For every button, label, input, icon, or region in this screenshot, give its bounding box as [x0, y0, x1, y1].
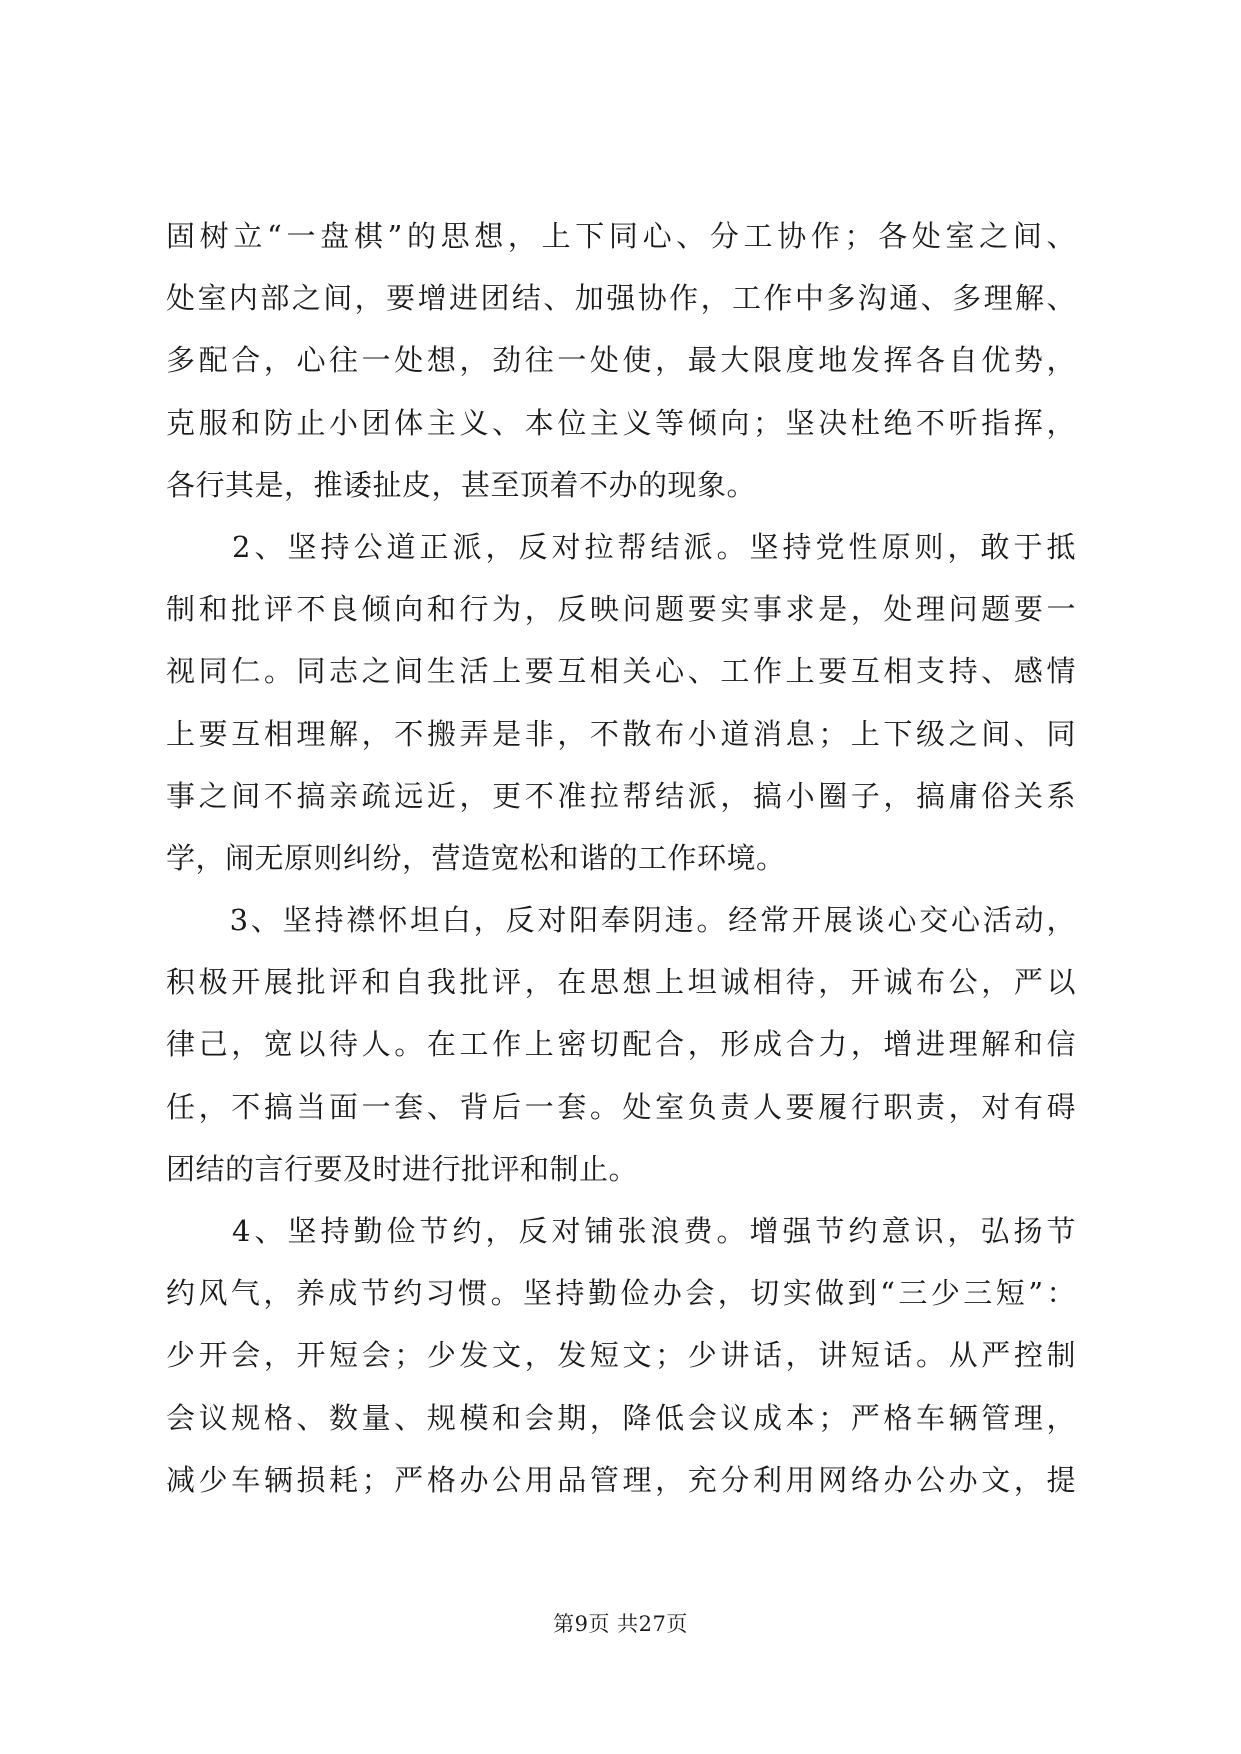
text-line: 会议规格、数量、规模和会期，降低会议成本；严格车辆管理， [166, 1400, 1076, 1435]
text-line: 上要互相理解，不搬弄是非，不散布小道消息；上下级之间、同 [166, 716, 1076, 751]
text-line: 律己，宽以待人。在工作上密切配合，形成合力，增进理解和信 [166, 1027, 1076, 1062]
text-line: 任，不搞当面一套、背后一套。处室负责人要履行职责，对有碍 [166, 1089, 1076, 1124]
text-line: 处室内部之间，要增进团结、加强协作，工作中多沟通、多理解、 [166, 281, 1076, 316]
text-line: 固树立“一盘棋”的思想，上下同心、分工协作；各处室之间、 [166, 219, 1076, 253]
text-line: 多配合，心往一处想，劲往一处使，最大限度地发挥各自优势， [166, 343, 1076, 378]
document-body [166, 205, 1076, 1511]
text-line: 事之间不搞亲疏远近，更不准拉帮结派，搞小圈子，搞庸俗关系 [166, 778, 1076, 813]
text-line: 约风气，养成节约习惯。坚持勤俭办会，切实做到“三少三短”： [166, 1276, 1076, 1311]
text-line: 积极开展批评和自我批评，在思想上坦诚相待，开诚布公，严以 [166, 965, 1076, 1000]
text-line: 学，闹无原则纠纷，营造宽松和谐的工作环境。 [166, 840, 786, 875]
text-line: 各行其是，推诿扯皮，甚至顶着不办的现象。 [166, 467, 757, 502]
text-line: 克服和防止小团体主义、本位主义等倾向；坚决杜绝不听指挥， [166, 405, 1076, 440]
text-line: 减少车辆损耗；严格办公用品管理，充分利用网络办公办文，提 [166, 1462, 1076, 1497]
text-line: 视同仁。同志之间生活上要互相关心、工作上要互相支持、感情 [166, 654, 1076, 689]
text-line: 制和批评不良倾向和行为，反映问题要实事求是，处理问题要一 [166, 592, 1076, 627]
page-footer: 第9页 共27页 [553, 1612, 688, 1636]
text-line: 3、坚持襟怀坦白，反对阳奉阴违。经常开展谈心交心活动， [166, 903, 1076, 938]
text-line: 2、坚持公道正派，反对拉帮结派。坚持党性原则，敢于抵 [166, 529, 1076, 564]
text-line: 4、坚持勤俭节约，反对铺张浪费。增强节约意识，弘扬节 [166, 1214, 1076, 1248]
text-line: 团结的言行要及时进行批评和制止。 [166, 1151, 639, 1186]
text-line: 少开会，开短会；少发文，发短文；少讲话，讲短话。从严控制 [166, 1338, 1076, 1373]
